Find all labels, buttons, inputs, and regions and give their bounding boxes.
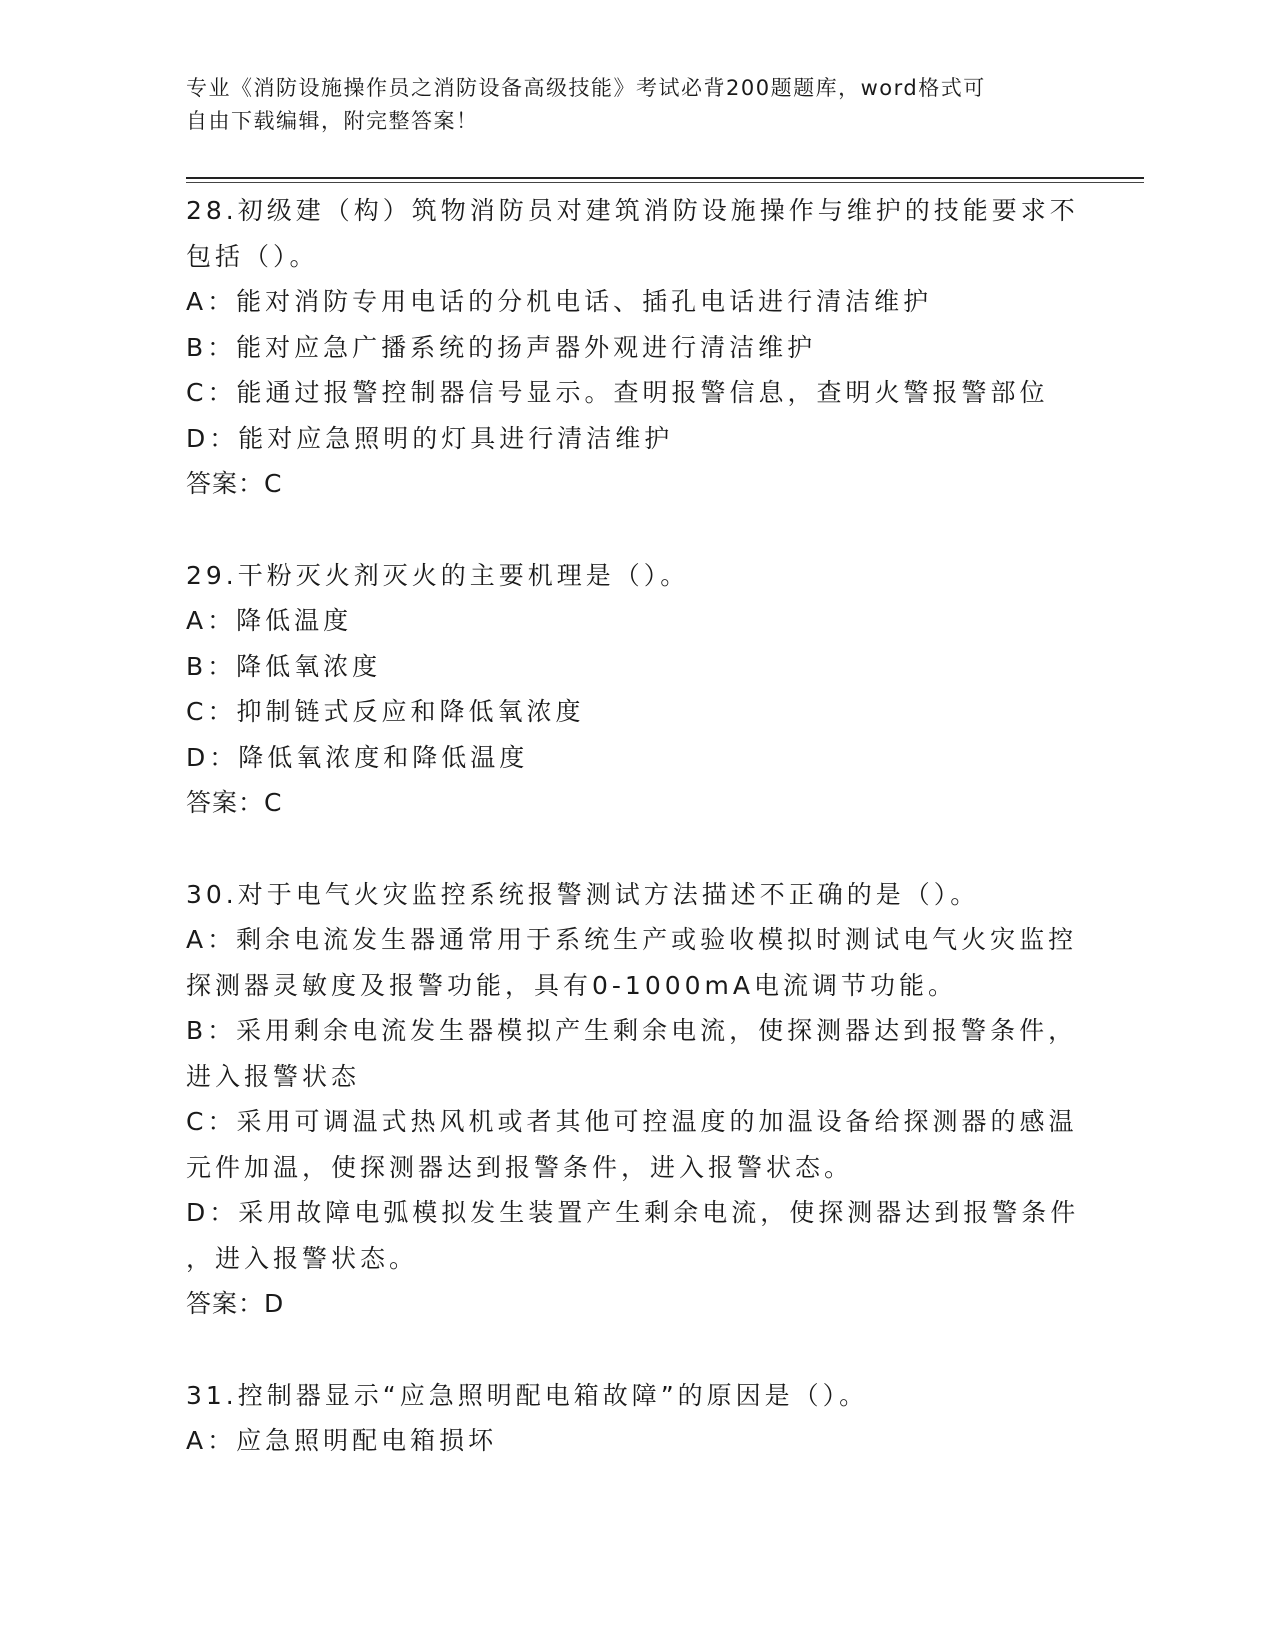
option-c-continued: 元件加温，使探测器达到报警条件，进入报警状态。: [186, 1152, 854, 1182]
option-d: D：能对应急照明的灯具进行清洁维护: [186, 423, 674, 453]
option-a-continued: 探测器灵敏度及报警功能，具有0-1000mA电流调节功能。: [186, 970, 958, 1000]
option-d: D：采用故障电弧模拟发生装置产生剩余电流，使探测器达到报警条件: [186, 1198, 1080, 1227]
question-28: [186, 188, 1079, 507]
option-c: C：采用可调温式热风机或者其他可控温度的加温设备给探测器的感温: [186, 1107, 1078, 1136]
option-d-continued: ，进入报警状态。: [186, 1243, 419, 1273]
question-stem-line: 28.初级建（构）筑物消防员对建筑消防设施操作与维护的技能要求不: [186, 196, 1079, 225]
option-a: A：剩余电流发生器通常用于系统生产或验收模拟时测试电气火灾监控: [186, 925, 1078, 954]
option-b-continued: 进入报警状态: [186, 1061, 361, 1091]
answer-label: 答案：C: [186, 788, 283, 817]
option-a: A：应急照明配电箱损坏: [186, 1426, 498, 1455]
option-b: B：采用剩余电流发生器模拟产生剩余电流，使探测器达到报警条件，: [186, 1016, 1078, 1045]
option-c: C：抑制链式反应和降低氧浓度: [186, 697, 585, 726]
question-30: [186, 872, 1080, 1327]
question-list: [186, 188, 1080, 1464]
answer-label: 答案：C: [186, 469, 283, 498]
question-stem-line: 29.干粉灭火剂灭火的主要机理是（）。: [186, 560, 690, 590]
question-29: [186, 553, 1066, 826]
document-header: [186, 72, 1086, 138]
option-b: B：降低氧浓度: [186, 651, 382, 681]
question-spacer: [186, 1327, 1066, 1373]
option-c: C：能通过报警控制器信号显示。查明报警信息，查明火警报警部位: [186, 378, 1049, 407]
answer-label: 答案：D: [186, 1289, 285, 1318]
header-line-1: 专业《消防设施操作员之消防设备高级技能》考试必背200题题库，word格式可: [186, 76, 986, 100]
option-d: D：降低氧浓度和降低温度: [186, 742, 529, 772]
question-31: [186, 1373, 1066, 1464]
question-spacer: [186, 507, 1066, 553]
option-a: A：能对消防专用电话的分机电话、插孔电话进行清洁维护: [186, 287, 933, 316]
option-a: A：降低温度: [186, 606, 353, 635]
question-spacer: [186, 826, 1066, 872]
option-b: B：能对应急广播系统的扬声器外观进行清洁维护: [186, 332, 817, 362]
header-divider-thick: [186, 177, 1144, 179]
question-stem-line: 31.控制器显示“应急照明配电箱故障”的原因是（）。: [186, 1380, 869, 1410]
header-line-2: 自由下载编辑，附完整答案！: [186, 109, 479, 133]
question-stem-line: 包括（）。: [186, 241, 319, 271]
question-stem-line: 30.对于电气火灾监控系统报警测试方法描述不正确的是（）。: [186, 879, 980, 909]
header-divider-thin: [186, 182, 1144, 183]
